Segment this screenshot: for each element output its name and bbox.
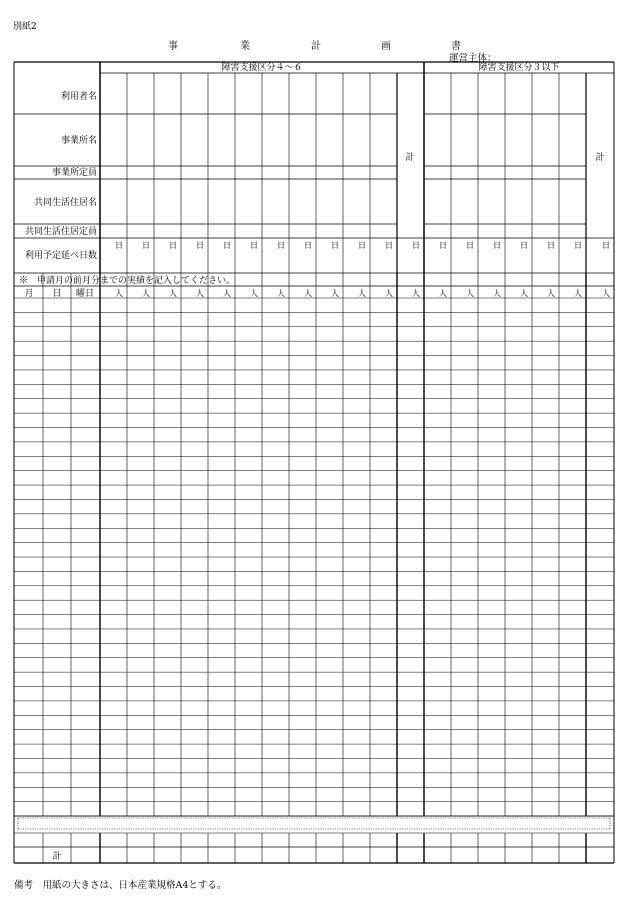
day-unit: 日	[169, 241, 177, 250]
day-unit: 日	[304, 241, 312, 250]
person-unit: 人	[547, 289, 555, 298]
person-unit: 人	[385, 289, 393, 298]
col-weekday: 曜日	[75, 289, 95, 299]
instruction-note: ※ 申請月の前月分までの実績を記入してください。	[19, 276, 236, 286]
group-a-header: 障害支援区分４～６	[221, 63, 303, 73]
person-unit: 人	[602, 289, 610, 298]
person-unit: 人	[466, 289, 474, 298]
day-unit: 日	[466, 241, 474, 250]
document-label: 別紙2	[13, 22, 37, 32]
row-label-user-name: 利用者名	[60, 92, 97, 102]
person-unit: 人	[223, 289, 231, 298]
person-unit: 人	[520, 289, 528, 298]
day-unit: 日	[385, 241, 393, 250]
row-label-group-home-capacity: 共同生活住居定員	[24, 227, 97, 237]
person-unit: 人	[574, 289, 582, 298]
title-char: 書	[451, 41, 461, 52]
day-unit: 日	[493, 241, 501, 250]
footnote: 備考 用紙の大きさは、日本産業規格A4とする。	[14, 880, 227, 891]
col-day: 日	[52, 289, 62, 299]
day-unit: 日	[277, 241, 285, 250]
title-char: 事	[168, 41, 178, 52]
group-b-header: 障害支援区分３以下	[478, 63, 560, 73]
person-unit: 人	[358, 289, 366, 298]
day-unit: 日	[358, 241, 366, 250]
day-unit: 日	[520, 241, 528, 250]
row-label-group-home-name: 共同生活住居名	[33, 198, 97, 208]
person-unit: 人	[196, 289, 204, 298]
day-unit: 日	[547, 241, 555, 250]
day-unit: 日	[142, 241, 150, 250]
day-unit: 日	[250, 241, 258, 250]
day-unit: 日	[115, 241, 123, 250]
bottom-total-label: 計	[52, 852, 62, 862]
total-b-label: 計	[595, 153, 605, 163]
person-unit: 人	[304, 289, 312, 298]
person-unit: 人	[169, 289, 177, 298]
person-unit: 人	[331, 289, 339, 298]
person-unit: 人	[439, 289, 447, 298]
day-unit: 日	[412, 241, 420, 250]
row-label-planned-days: 利用予定延べ日数	[24, 251, 97, 261]
title-char: 計	[311, 41, 321, 52]
day-unit: 日	[331, 241, 339, 250]
person-unit: 人	[412, 289, 420, 298]
operator-label: 運営主体：	[449, 53, 497, 64]
person-unit: 人	[277, 289, 285, 298]
title-char: 画	[381, 41, 391, 52]
person-unit: 人	[115, 289, 123, 298]
day-unit: 日	[574, 241, 582, 250]
day-unit: 日	[196, 241, 204, 250]
title-char: 業	[240, 41, 250, 52]
day-unit: 日	[602, 241, 610, 250]
person-unit: 人	[493, 289, 501, 298]
day-unit: 日	[223, 241, 231, 250]
person-unit: 人	[250, 289, 258, 298]
row-label-office-name: 事業所名	[60, 136, 97, 146]
row-label-office-capacity: 事業所定員	[51, 168, 97, 178]
col-month: 月	[24, 289, 34, 299]
total-a-label: 計	[405, 153, 415, 163]
day-unit: 日	[439, 241, 447, 250]
person-unit: 人	[142, 289, 150, 298]
